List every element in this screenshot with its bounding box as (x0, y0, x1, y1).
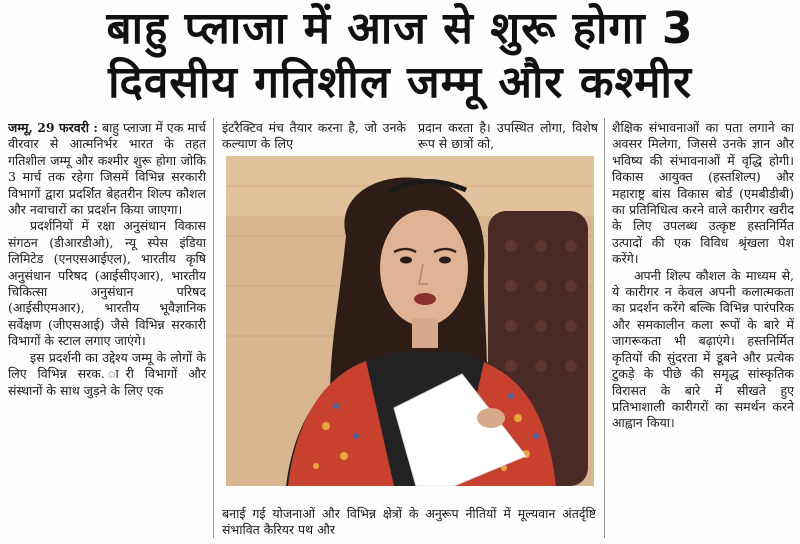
woman-speaking-photo (226, 156, 594, 486)
article-column-1 (8, 120, 206, 540)
paragraph: इंटरैक्टिव मंच तैयार करना है, जो उनके कल्याण के लिए (222, 120, 406, 152)
paragraph-text: बाहु प्लाजा में एक मार्च वीरवार से आत्मनिर्भर भारत के तहत गतिशील जम्मू और कश्मीर शुरू होगा जोकि 3 मार्च तक रहेगा जिसमें विभिन्न सरकारी विभागों द्वारा प्रदर्शित बेहतरीन शिल्प कौशल और नवाचारों का प्रदर्शन किया जाएगा। (8, 120, 206, 218)
headline-line-1: बाहु प्लाजा में आज से शुरू होगा 3 (106, 3, 694, 54)
column-divider (213, 118, 214, 538)
paragraph: बनाई गई योजनाओं और विभिन्न क्षेत्रों के अनुरूप नीतियों में मूल्यवान अंतर्दृष्टि संभावित कैरियर पथ और (222, 506, 596, 538)
column-divider (604, 118, 605, 538)
article-column-4 (612, 120, 794, 540)
paragraph: इस प्रदर्शनी का उद्देश्य जम्मू के लोगों के लिए विभिन्न सरक. ारी विभागों और संस्थानों के साथ जुड़ने के लिए एक (8, 349, 206, 398)
article-column-2-bottom (222, 506, 596, 542)
paragraph (8, 120, 206, 218)
article-column-3-top (418, 120, 598, 154)
headline-line-2: दिवसीय गतिशील जम्मू और कश्मीर (108, 57, 692, 108)
article-column-2-top (222, 120, 406, 154)
paragraph: प्रदर्शनियों में रक्षा अनुसंधान विकास संगठन (डीआरडीओ), न्यू स्पेस इंडिया लिमिटेड (एनएसआईएल), भारतीय कृषि अनुसंधान परिषद (आईसीएआर), भारतीय चिकित्सा अनुसंधान परिषद (आईसीएमआर), भारतीय भूवैज्ञानिक सर्वेक्षण (जीएसआई) जैसे विभिन्न सरकारी विभागों के स्टाल लगाए जाएंगे। (8, 218, 206, 349)
paragraph: शैक्षिक संभावनाओं का पता लगाने का अवसर मिलेगा, जिससे उनके ज्ञान और भविष्य की संभावनाओं में वृद्धि होगी। विकास आयुक्त (हस्तशिल्प) और महाराष्ट्र बांस विकास बोर्ड (एमबीडीबी) का प्रतिनिधित्व करने वाले कारीगर खरीद के लिए उपलब्ध उत्कृष्ट हस्तनिर्मित उत्पादों की एक विविध श्रृंखला पेश करेंगे। (612, 120, 794, 267)
paragraph: प्रदान करता है। उपस्थित लोगा, विशेष रूप से छात्रों को, (418, 120, 598, 152)
news-photo (226, 156, 594, 486)
paragraph: अपनी शिल्प कौशल के माध्यम से, ये कारीगर न केवल अपनी कलात्मकता का प्रदर्शन करेंगे बल्कि विभिन्न पारंपरिक और समकालीन कला रूपों के बारे में जागरूकता भी बढ़ाएंगे। हस्तनिर्मित कृतियों की सुंदरता में डूबने और प्रत्येक टुकड़े के पीछे की समृद्ध सांस्कृतिक विरासत के बारे में सीखते हुए प्रतिभाशाली कारीगरों का समर्थन करने आह्वान किया। (612, 267, 794, 431)
dateline: जम्मू, 29 फरवरी : (8, 120, 99, 135)
